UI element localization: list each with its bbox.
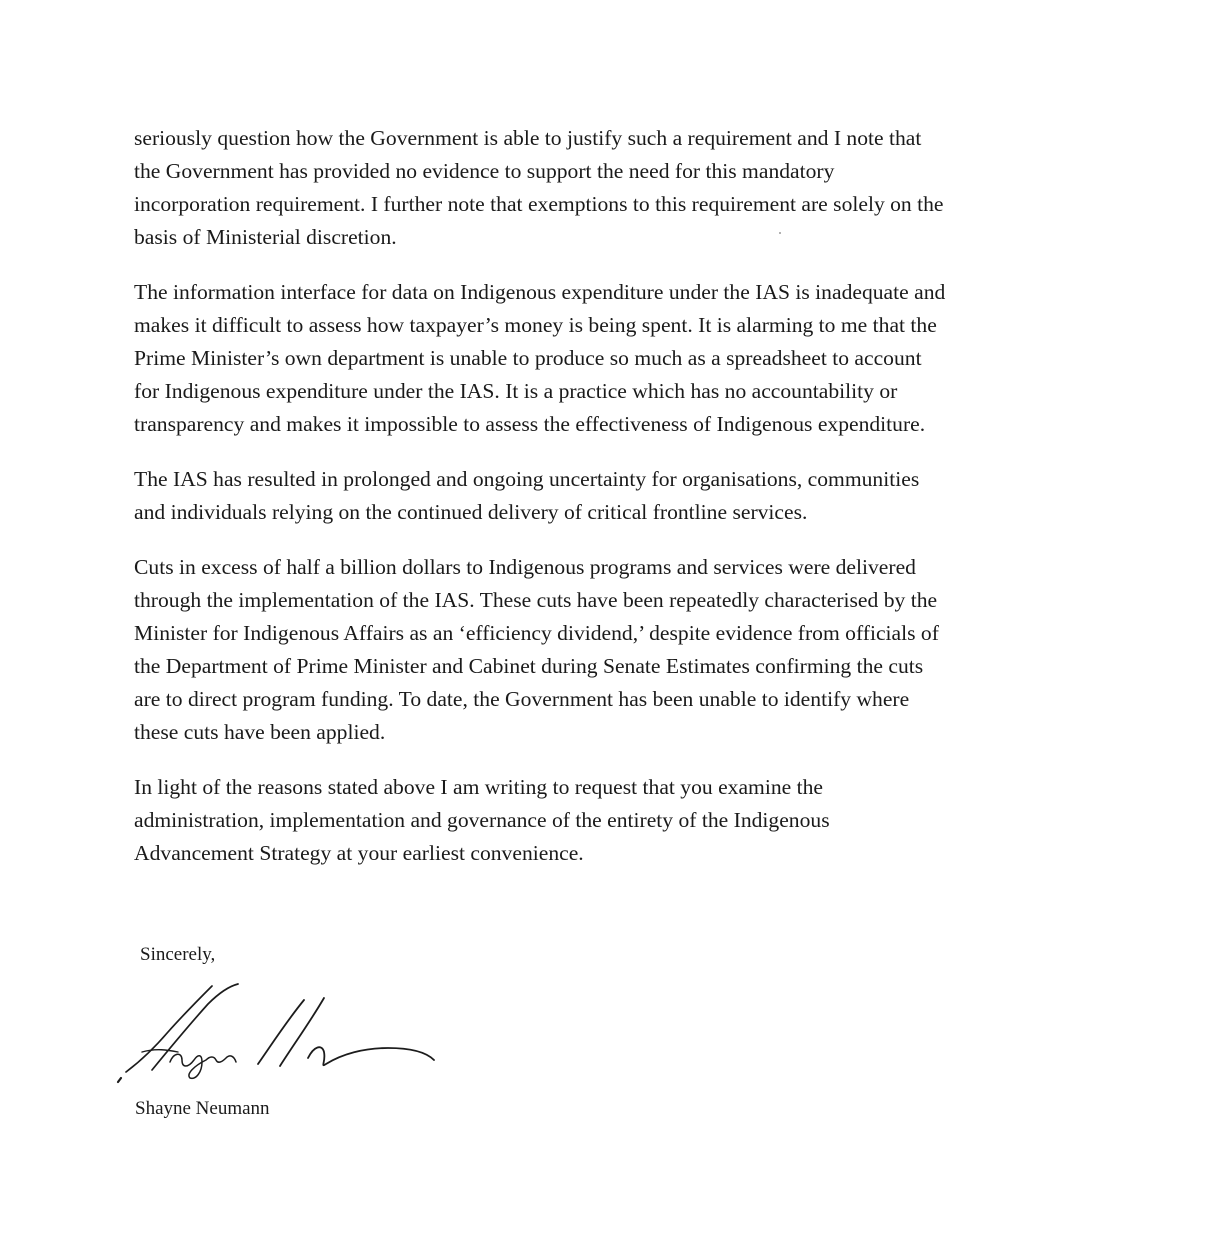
paragraph-line: basis of Ministerial discretion.	[134, 225, 397, 249]
paragraph-line: through the implementation of the IAS. These cuts have been repeatedly characterised by the	[134, 588, 938, 612]
paragraph-line: the Government has provided no evidence to support the need for this mandatory	[134, 159, 835, 183]
paragraph-line: for Indigenous expenditure under the IAS. It is a practice which has no accountability or	[134, 379, 898, 403]
paragraph-line: Advancement Strategy at your earliest convenience.	[134, 841, 584, 865]
paragraph-line: the Department of Prime Minister and Cabinet during Senate Estimates confirming the cuts	[134, 654, 924, 678]
paragraph-line: transparency and makes it impossible to assess the effectiveness of Indigenous expenditure.	[134, 412, 926, 436]
paragraph-line: and individuals relying on the continued delivery of critical frontline services.	[134, 500, 808, 524]
paragraph-information-interface	[134, 276, 1084, 441]
scan-speck	[779, 232, 781, 234]
paragraph-line: makes it difficult to assess how taxpayer’s money is being spent. It is alarming to me that the	[134, 313, 937, 337]
paragraph-line: The IAS has resulted in prolonged and ongoing uncertainty for organisations, communities	[134, 467, 920, 491]
paragraph-line: seriously question how the Government is able to justify such a requirement and I note that	[134, 126, 922, 150]
paragraph-line: Prime Minister’s own department is unable to produce so much as a spreadsheet to account	[134, 346, 922, 370]
letter-body	[134, 122, 1084, 892]
paragraph-line: administration, implementation and governance of the entirety of the Indigenous	[134, 808, 830, 832]
paragraph-line: incorporation requirement. I further note that exemptions to this requirement are solely on the	[134, 192, 944, 216]
paragraph-line: Minister for Indigenous Affairs as an ‘efficiency dividend,’ despite evidence from officials of	[134, 621, 939, 645]
paragraph-request	[134, 771, 1084, 870]
paragraph-line: these cuts have been applied.	[134, 720, 386, 744]
paragraph-line: are to direct program funding. To date, the Government has been unable to identify where	[134, 687, 910, 711]
paragraph-line: The information interface for data on Indigenous expenditure under the IAS is inadequate and	[134, 280, 946, 304]
paragraph-uncertainty	[134, 463, 1084, 529]
paragraph-cuts	[134, 551, 1084, 749]
paragraph-incorporation	[134, 122, 1084, 254]
closing-salutation: Sincerely,	[140, 944, 216, 965]
signature-icon	[112, 982, 442, 1090]
paragraph-line: In light of the reasons stated above I am writing to request that you examine the	[134, 775, 824, 799]
paragraph-line: Cuts in excess of half a billion dollars to Indigenous programs and services were delivered	[134, 555, 916, 579]
signer-name: Shayne Neumann	[135, 1098, 270, 1119]
